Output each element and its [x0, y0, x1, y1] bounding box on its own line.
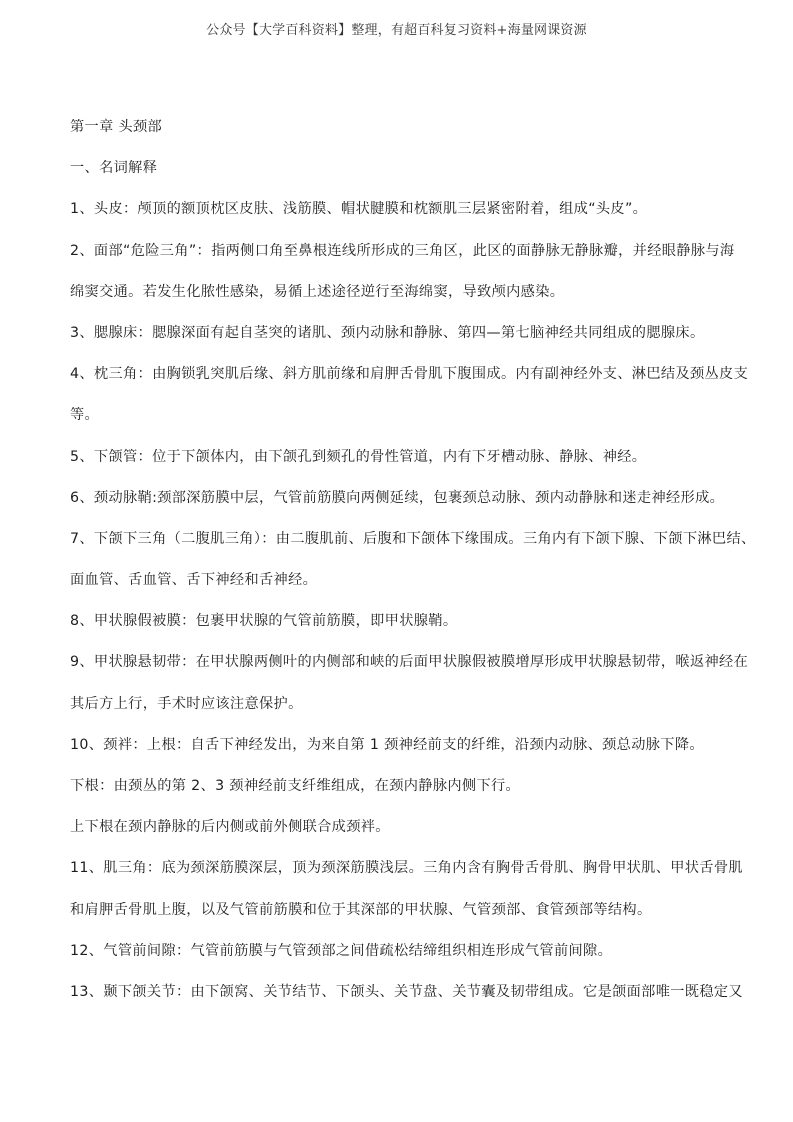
paragraph-line: 下根：由颈丛的第 2、3 颈神经前支纤维组成，在颈内静脉内侧下行。: [70, 778, 521, 794]
paragraph-line: 13、颞下颌关节：由下颌窝、关节结节、下颌头、关节盘、关节囊及韧带组成。它是颌面部唯一既稳定又: [70, 983, 743, 1000]
document-body: [70, 107, 756, 1013]
paragraph-line: 面血管、舌血管、舌下神经和舌神经。: [70, 572, 318, 589]
paragraph-line: 6、颈动脉鞘:颈部深筋膜中层，气管前筋膜向两侧延续，包裹颈总动脉、颈内动静脉和迷走神经形成。: [70, 489, 725, 506]
paragraph-line: 10、颈袢：上根：自舌下神经发出，为来自第 1 颈神经前支的纤维，沿颈内动脉、颈总动脉下降。: [70, 736, 704, 753]
chapter-title: 第一章 头颈部: [70, 119, 163, 135]
paragraph-line: 绵窦交通。若发生化脓性感染，易循上述途径逆行至海绵窦，导致颅内感染。: [70, 283, 565, 300]
section-title: 一、名词解释: [70, 160, 158, 177]
paragraph-line: 4、枕三角：由胸锁乳突肌后缘、斜方肌前缘和肩胛舌骨肌下腹围成。内有副神经外支、淋巴结及颈丛皮支: [70, 366, 749, 383]
paragraph-line: 其后方上行，手术时应该注意保护。: [70, 695, 303, 712]
paragraph-line: 7、下颌下三角（二腹肌三角）：由二腹肌前、后腹和下颌体下缘围成。三角内有下颌下腺、下颌下淋巴结、: [70, 530, 756, 547]
paragraph-line: 11、肌三角：底为颈深筋膜深层，顶为颈深筋膜浅层。三角内含有胸骨舌骨肌、胸骨甲状肌、甲状舌骨肌: [70, 860, 743, 877]
page-header-banner: 公众号【大学百科资料】整理，有超百科复习资料+海量网课资源: [206, 23, 587, 38]
paragraph-line: 和肩胛舌骨肌上腹，以及气管前筋膜和位于其深部的甲状腺、气管颈部、食管颈部等结构。: [70, 901, 652, 918]
paragraph-line: 等。: [70, 407, 100, 424]
paragraph-line: 上下根在颈内静脉的后内侧或前外侧联合成颈袢。: [70, 819, 390, 836]
paragraph-line: 1、头皮：颅顶的额顶枕区皮肤、浅筋膜、帽状腱膜和枕额肌三层紧密附着，组成“头皮”。: [70, 201, 648, 218]
paragraph-line: 9、甲状腺悬韧带：在甲状腺两侧叶的内侧部和峡的后面甲状腺假被膜增厚形成甲状腺悬韧带，喉返神经在: [70, 654, 749, 671]
paragraph-line: 12、气管前间隙：气管前筋膜与气管颈部之间借疏松结缔组织相连形成气管前间隙。: [70, 942, 613, 959]
paragraph-line: 8、甲状腺假被膜：包裹甲状腺的气管前筋膜，即甲状腺鞘。: [70, 613, 458, 630]
paragraph-line: 5、下颌管：位于下颌体内，由下颌孔到颏孔的骨性管道，内有下牙槽动脉、静脉、神经。: [70, 448, 647, 465]
paragraph-line: 2、面部“危险三角”：指两侧口角至鼻根连线所形成的三角区，此区的面静脉无静脉瓣，并经眼静脉与海: [70, 242, 735, 259]
paragraph-line: 3、腮腺床：腮腺深面有起自茎突的诸肌、颈内动脉和静脉、第四—第七脑神经共同组成的腮腺床。: [70, 324, 705, 341]
